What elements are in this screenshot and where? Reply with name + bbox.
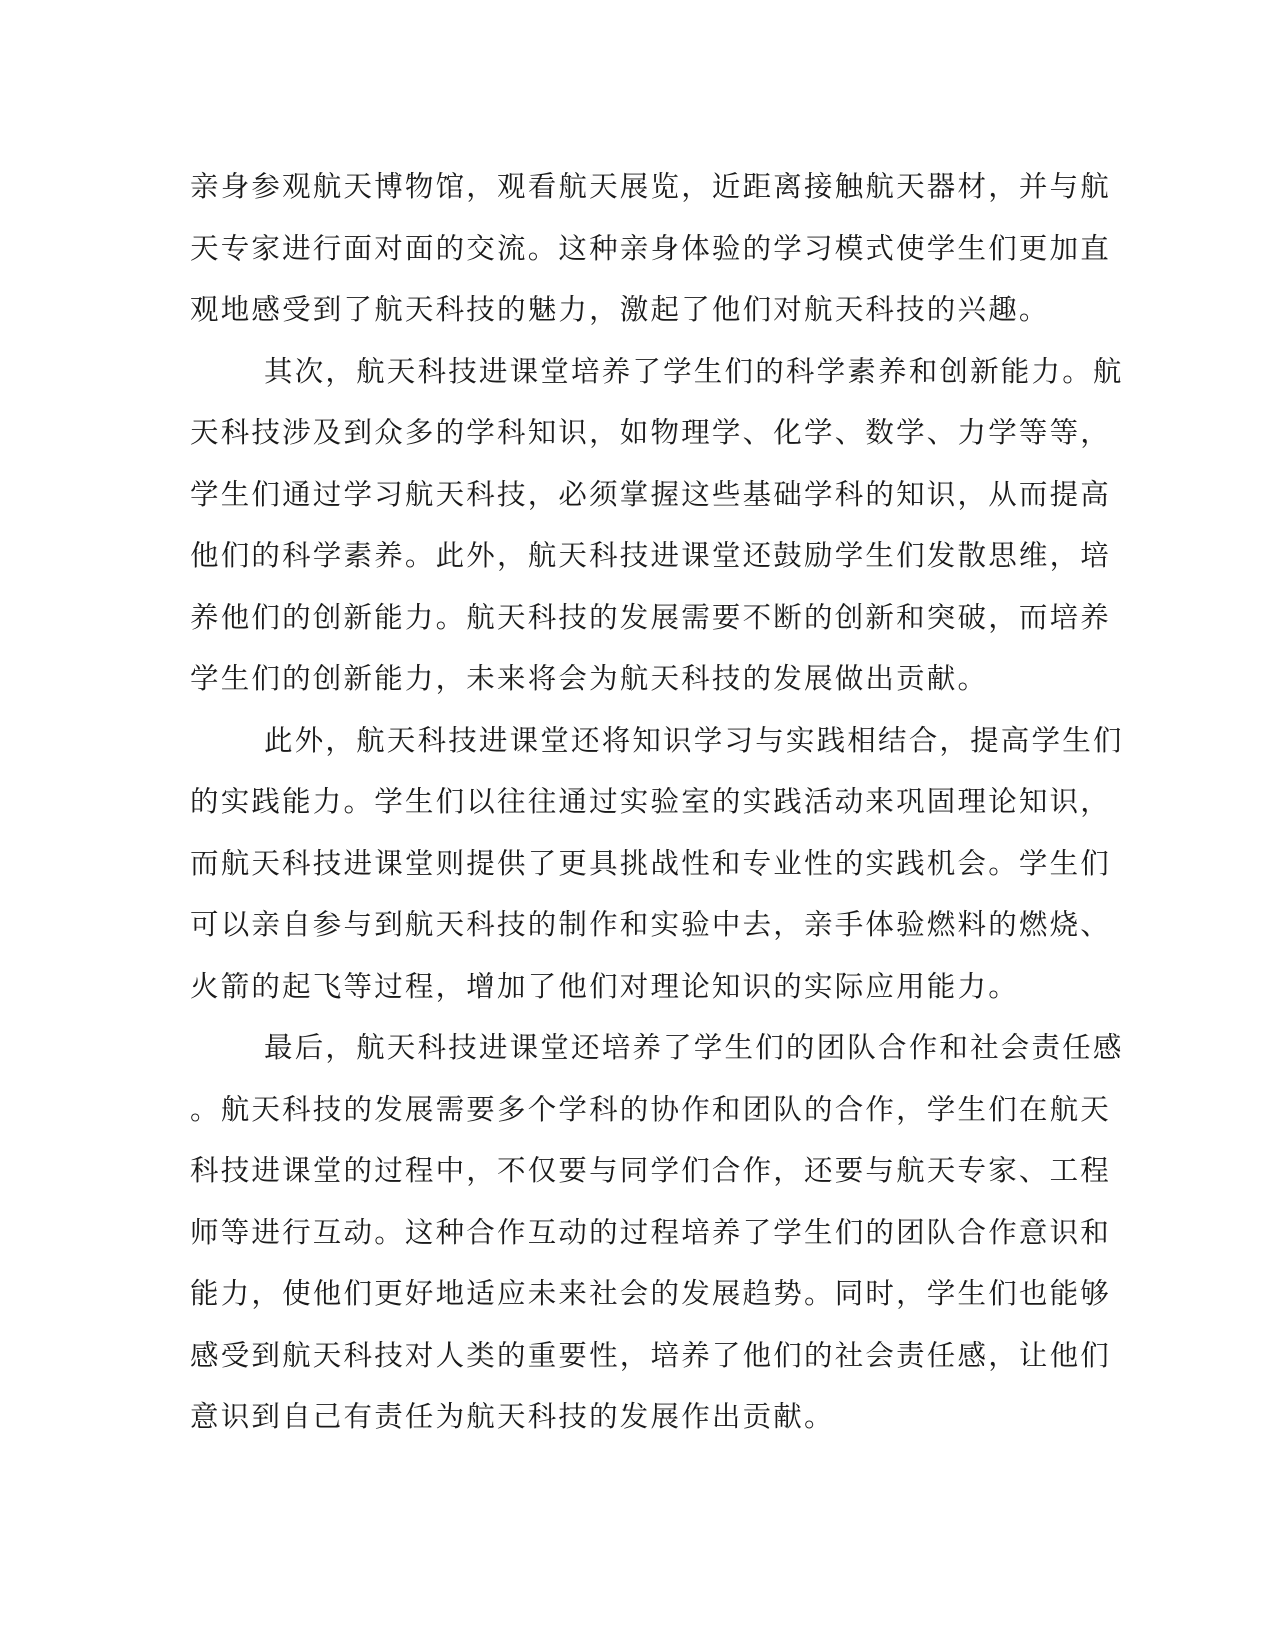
text-line: 师等进行互动。这种合作互动的过程培养了学生们的团队合作意识和 xyxy=(190,1215,1112,1249)
text-line: 养他们的创新能力。航天科技的发展需要不断的创新和突破，而培养 xyxy=(190,600,1112,634)
paragraph-1 xyxy=(190,156,1112,341)
text-line: 天科技涉及到众多的学科知识，如物理学、化学、数学、力学等等， xyxy=(190,416,1112,449)
paragraph-4 xyxy=(190,1017,1124,1448)
text-line: 他们的科学素养。此外，航天科技进课堂还鼓励学生们发散思维，培 xyxy=(190,539,1112,572)
text-line: 能力，使他们更好地适应未来社会的发展趋势。同时，学生们也能够 xyxy=(190,1277,1112,1310)
text-line: 。航天科技的发展需要多个学科的协作和团队的合作，学生们在航天 xyxy=(190,1092,1112,1126)
paragraph-3 xyxy=(190,710,1124,1018)
text-line: 天专家进行面对面的交流。这种亲身体验的学习模式使学生们更加直 xyxy=(190,231,1112,265)
text-line: 观地感受到了航天科技的魅力，激起了他们对航天科技的兴趣。 xyxy=(190,293,1050,326)
text-line: 而航天科技进课堂则提供了更具挑战性和专业性的实践机会。学生们 xyxy=(190,846,1112,880)
text-line: 意识到自己有责任为航天科技的发展作出贡献。 xyxy=(190,1400,835,1433)
text-line: 的实践能力。学生们以往往通过实验室的实践活动来巩固理论知识， xyxy=(190,785,1112,818)
text-line: 可以亲自参与到航天科技的制作和实验中去，亲手体验燃料的燃烧、 xyxy=(190,908,1112,941)
text-line: 学生们通过学习航天科技，必须掌握这些基础学科的知识，从而提高 xyxy=(190,477,1112,511)
text-line: 此外，航天科技进课堂还将知识学习与实践相结合，提高学生们 xyxy=(264,723,1124,757)
text-line: 火箭的起飞等过程，增加了他们对理论知识的实际应用能力。 xyxy=(190,969,1019,1003)
body-text xyxy=(190,156,1124,1448)
paragraph-2 xyxy=(190,341,1124,710)
text-line: 感受到航天科技对人类的重要性，培养了他们的社会责任感，让他们 xyxy=(190,1338,1112,1372)
text-line: 亲身参观航天博物馆，观看航天展览，近距离接触航天器材，并与航 xyxy=(190,170,1112,203)
text-line: 科技进课堂的过程中，不仅要与同学们合作，还要与航天专家、工程 xyxy=(190,1154,1112,1187)
text-line: 学生们的创新能力，未来将会为航天科技的发展做出贡献。 xyxy=(190,662,989,695)
text-line: 其次，航天科技进课堂培养了学生们的科学素养和创新能力。航 xyxy=(264,354,1124,388)
text-line: 最后，航天科技进课堂还培养了学生们的团队合作和社会责任感 xyxy=(264,1031,1124,1064)
